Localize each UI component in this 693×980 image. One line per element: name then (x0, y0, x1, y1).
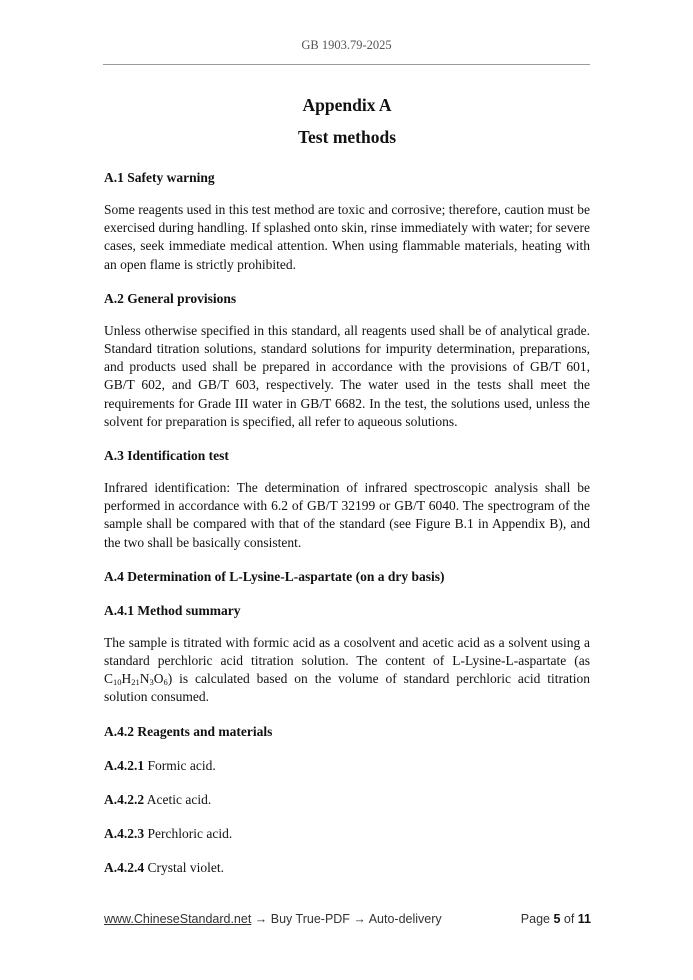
section-text-a2: Unless otherwise specified in this standard, all reagents used shall be of analytical grade. Standard titration solutions, standard solutions for impurity determination, preparations, and products used shall be prepared in accordance with the provisions of GB/T 601, GB/T 602, and GB/T 603, respectively. The water used in the tests shall meet the requirements for Grade III water in GB/T 6682. In the test, the solutions used, unless the solvent for preparation is specified, all refer to aqueous solutions. (104, 322, 590, 429)
section-text-a1: Some reagents used in this test method are toxic and corrosive; therefore, caution must be exercised during handling. If splashed onto skin, rinse immediately with water; for severe cases, seek immediate medical attention. When using flammable materials, heating with an open flame is strictly prohibited. (104, 202, 590, 272)
reagent-name: Crystal violet. (144, 859, 224, 875)
section-heading-a1: A.1 Safety warning (104, 170, 215, 185)
page-header: GB 1903.79-2025 (301, 38, 392, 52)
section-text-a41 (104, 634, 590, 707)
appendix-subtitle: Test methods (297, 127, 397, 147)
chemical-formula: $C_{10}H_{21}N_3O_6$ (104, 671, 168, 688)
appendix-title: Appendix A (302, 95, 392, 115)
section-heading-a3: A.3 Identification test (104, 448, 229, 464)
section-text-a3: Infrared identification: The determination of infrared spectroscopic analysis shall be performed in accordance with 6.2 of GB/T 32199 or GB/T 6040. The spectrogram of the sample shall be compared with that of the standard (see Figure B.1 in Appendix B), and the two shall be basically consistent. (104, 480, 590, 550)
section-heading-a2: A.2 General provisions (104, 290, 237, 306)
header-divider (103, 64, 590, 65)
reagent-name: Perchloric acid. (144, 825, 233, 841)
reagent-item (104, 791, 590, 809)
footer-link[interactable] (104, 912, 442, 926)
reagent-item (104, 825, 590, 843)
reagent-number: A.4.2.1 (104, 757, 145, 773)
reagent-number: A.4.2.2 (104, 791, 145, 807)
reagent-number: A.4.2.3 (104, 825, 145, 841)
page-number: Page 5 of 11 (520, 912, 591, 926)
reagent-number: A.4.2.4 (104, 859, 145, 875)
document-body (104, 94, 590, 877)
method-text-end: ) is calculated based on the volume of standard perchloric acid titration solution consumed. (104, 671, 590, 705)
section-heading-a4: A.4 Determination of L-Lysine-L-aspartate (on a dry basis) (104, 568, 445, 584)
section-heading-a41: A.4.1 Method summary (104, 602, 241, 618)
section-heading-a42: A.4.2 Reagents and materials (104, 723, 273, 739)
method-text-start: The sample is titrated with formic acid as a cosolvent and acetic acid as a solvent using a standard perchloric acid titration solution. The content of L-Lysine-L-aspartate (as (104, 634, 590, 669)
footer-url[interactable]: www.ChineseStandard.net (104, 912, 252, 926)
reagent-item (104, 859, 590, 877)
footer-link-text[interactable]: → Buy True-PDF → Auto-delivery (251, 912, 442, 926)
reagent-name: Acetic acid. (144, 791, 212, 807)
reagent-name: Formic acid. (144, 757, 216, 773)
reagent-item (104, 757, 590, 775)
page-footer (104, 912, 591, 932)
